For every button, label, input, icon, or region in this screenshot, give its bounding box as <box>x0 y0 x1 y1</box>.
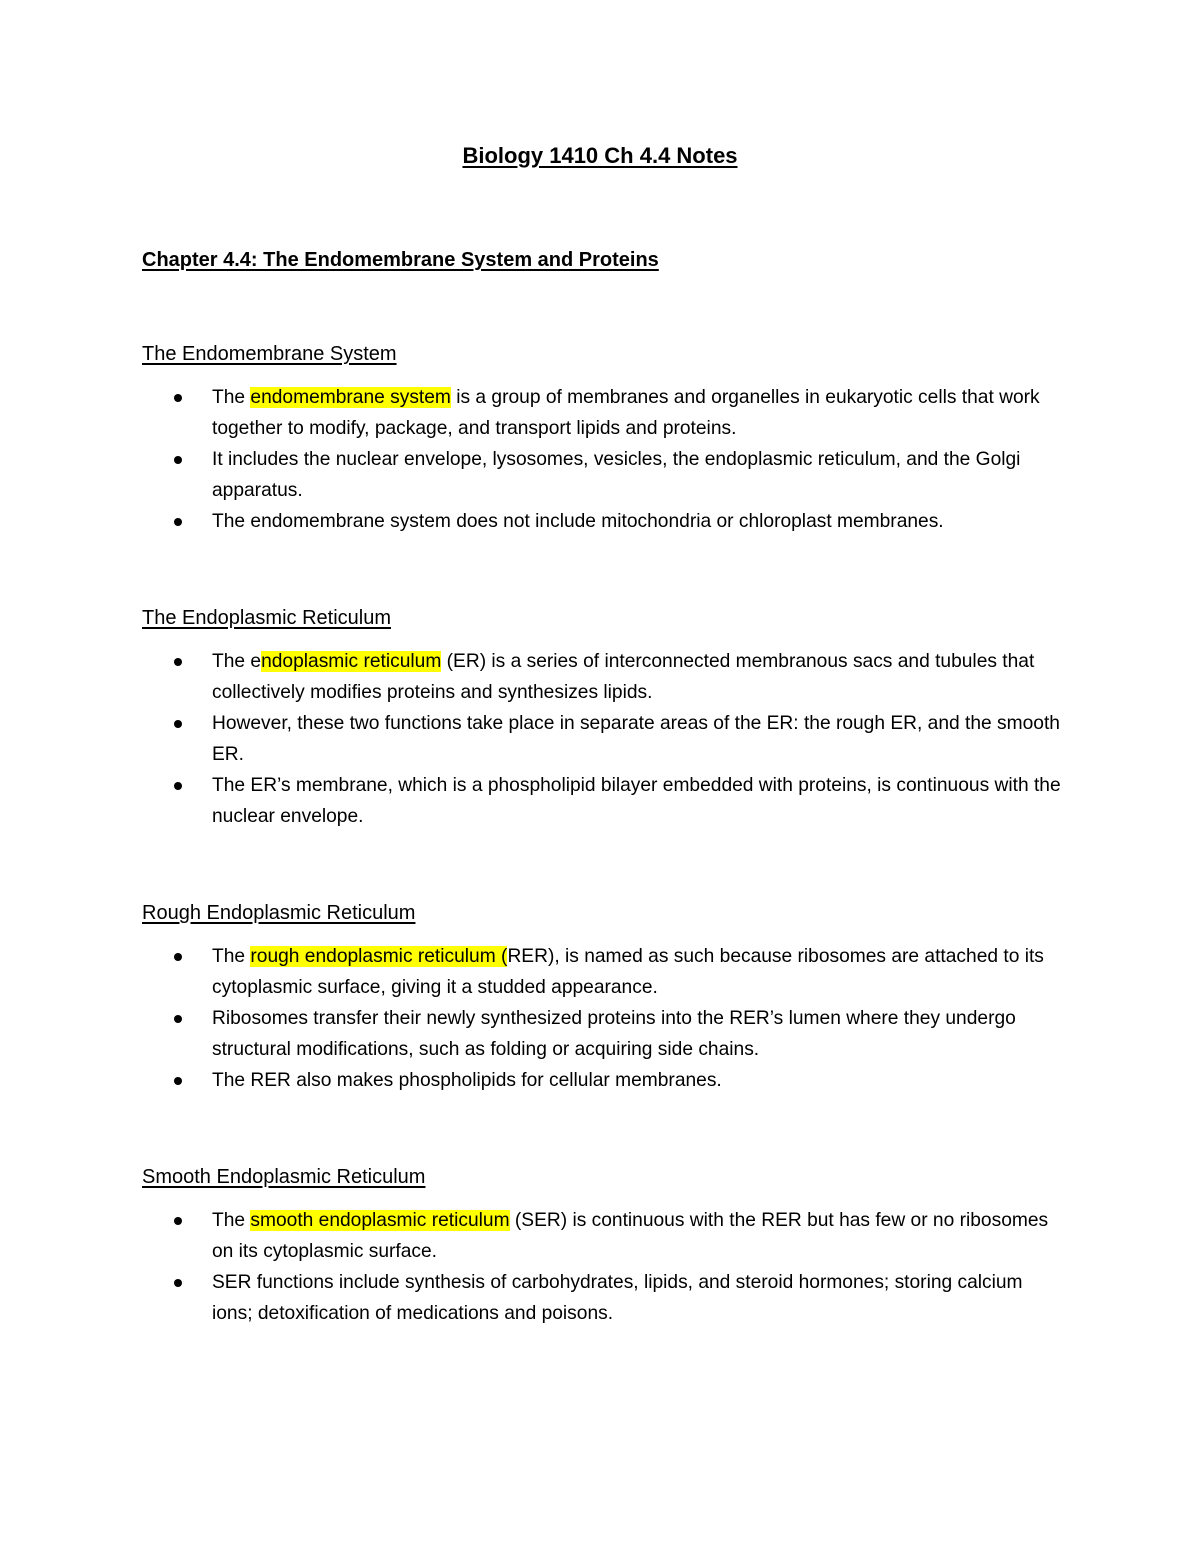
bullet-icon <box>174 456 182 464</box>
list-item <box>142 1267 1062 1329</box>
list-item <box>142 646 1062 708</box>
highlighted-term: rough endoplasmic reticulum ( <box>250 946 508 967</box>
bullet-icon <box>174 1279 182 1287</box>
bullet-icon <box>174 1217 182 1225</box>
bullet-text: The endomembrane system does not include mitochondria or chloroplast membranes. <box>212 511 944 532</box>
bullet-text-post: is a group of membranes and organelles in eukaryotic cells that work together to modify, package, and transport lipids and proteins. <box>212 387 1040 439</box>
bullet-text-post: (SER) is continuous with the RER but has few or no ribosomes on its cytoplasmic surface. <box>212 1210 1049 1262</box>
bullet-text: It includes the nuclear envelope, lysosomes, vesicles, the endoplasmic reticulum, and the Golgi apparatus. <box>212 449 1021 501</box>
bullet-text-pre: The e <box>212 651 262 672</box>
bullet-icon <box>174 1015 182 1023</box>
bullet-text: The RER also makes phospholipids for cellular membranes. <box>212 1070 722 1091</box>
list-item <box>142 1065 1062 1096</box>
section-endomembrane-system <box>142 340 1062 537</box>
bullet-icon <box>174 782 182 790</box>
bullet-text-pre: The <box>212 1210 251 1231</box>
bullet-text: The ER’s membrane, which is a phospholipid bilayer embedded with proteins, is continuous with the nuclear envelope. <box>212 775 1061 827</box>
bullet-icon <box>174 394 182 402</box>
bullet-text-pre: The <box>212 946 251 967</box>
bullet-icon <box>174 1077 182 1085</box>
bullet-icon <box>174 953 182 961</box>
highlighted-term: ndoplasmic reticulum <box>261 651 442 672</box>
highlighted-term: smooth endoplasmic reticulum <box>250 1210 510 1231</box>
list-item <box>142 941 1062 1003</box>
bullet-icon <box>174 720 182 728</box>
chapter-heading: Chapter 4.4: The Endomembrane System and Proteins <box>142 249 659 271</box>
section-heading: Rough Endoplasmic Reticulum <box>142 902 416 924</box>
bullet-list <box>142 382 1062 537</box>
bullet-icon <box>174 518 182 526</box>
bullet-text: Ribosomes transfer their newly synthesized proteins into the RER’s lumen where they undergo structural modifications, such as folding or acquiring side chains. <box>212 1008 1016 1060</box>
section-smooth-er <box>142 1163 1062 1329</box>
bullet-list <box>142 941 1062 1096</box>
list-item <box>142 1003 1062 1065</box>
bullet-text-post: (ER) is a series of interconnected membranous sacs and tubules that collectively modifies proteins and synthesizes lipids. <box>212 651 1035 703</box>
bullet-text: However, these two functions take place in separate areas of the ER: the rough ER, and the smooth ER. <box>212 713 1060 765</box>
document-title: Biology 1410 Ch 4.4 Notes <box>462 143 738 168</box>
list-item <box>142 506 1062 537</box>
section-heading: Smooth Endoplasmic Reticulum <box>142 1166 426 1188</box>
list-item <box>142 708 1062 770</box>
bullet-list <box>142 1205 1062 1329</box>
list-item <box>142 444 1062 506</box>
section-endoplasmic-reticulum <box>142 604 1062 832</box>
section-heading: The Endoplasmic Reticulum <box>142 607 391 629</box>
bullet-list <box>142 646 1062 832</box>
bullet-text-post: RER), is named as such because ribosomes are attached to its cytoplasmic surface, giving it a studded appearance. <box>212 946 1044 998</box>
bullet-text: SER functions include synthesis of carbohydrates, lipids, and steroid hormones; storing calcium ions; detoxification of medications and poisons. <box>212 1272 1023 1324</box>
list-item <box>142 770 1062 832</box>
list-item <box>142 1205 1062 1267</box>
highlighted-term: endomembrane system <box>250 387 451 408</box>
bullet-text-pre: The <box>212 387 251 408</box>
section-heading: The Endomembrane System <box>142 343 397 365</box>
list-item <box>142 382 1062 444</box>
section-rough-er <box>142 899 1062 1096</box>
bullet-icon <box>174 658 182 666</box>
